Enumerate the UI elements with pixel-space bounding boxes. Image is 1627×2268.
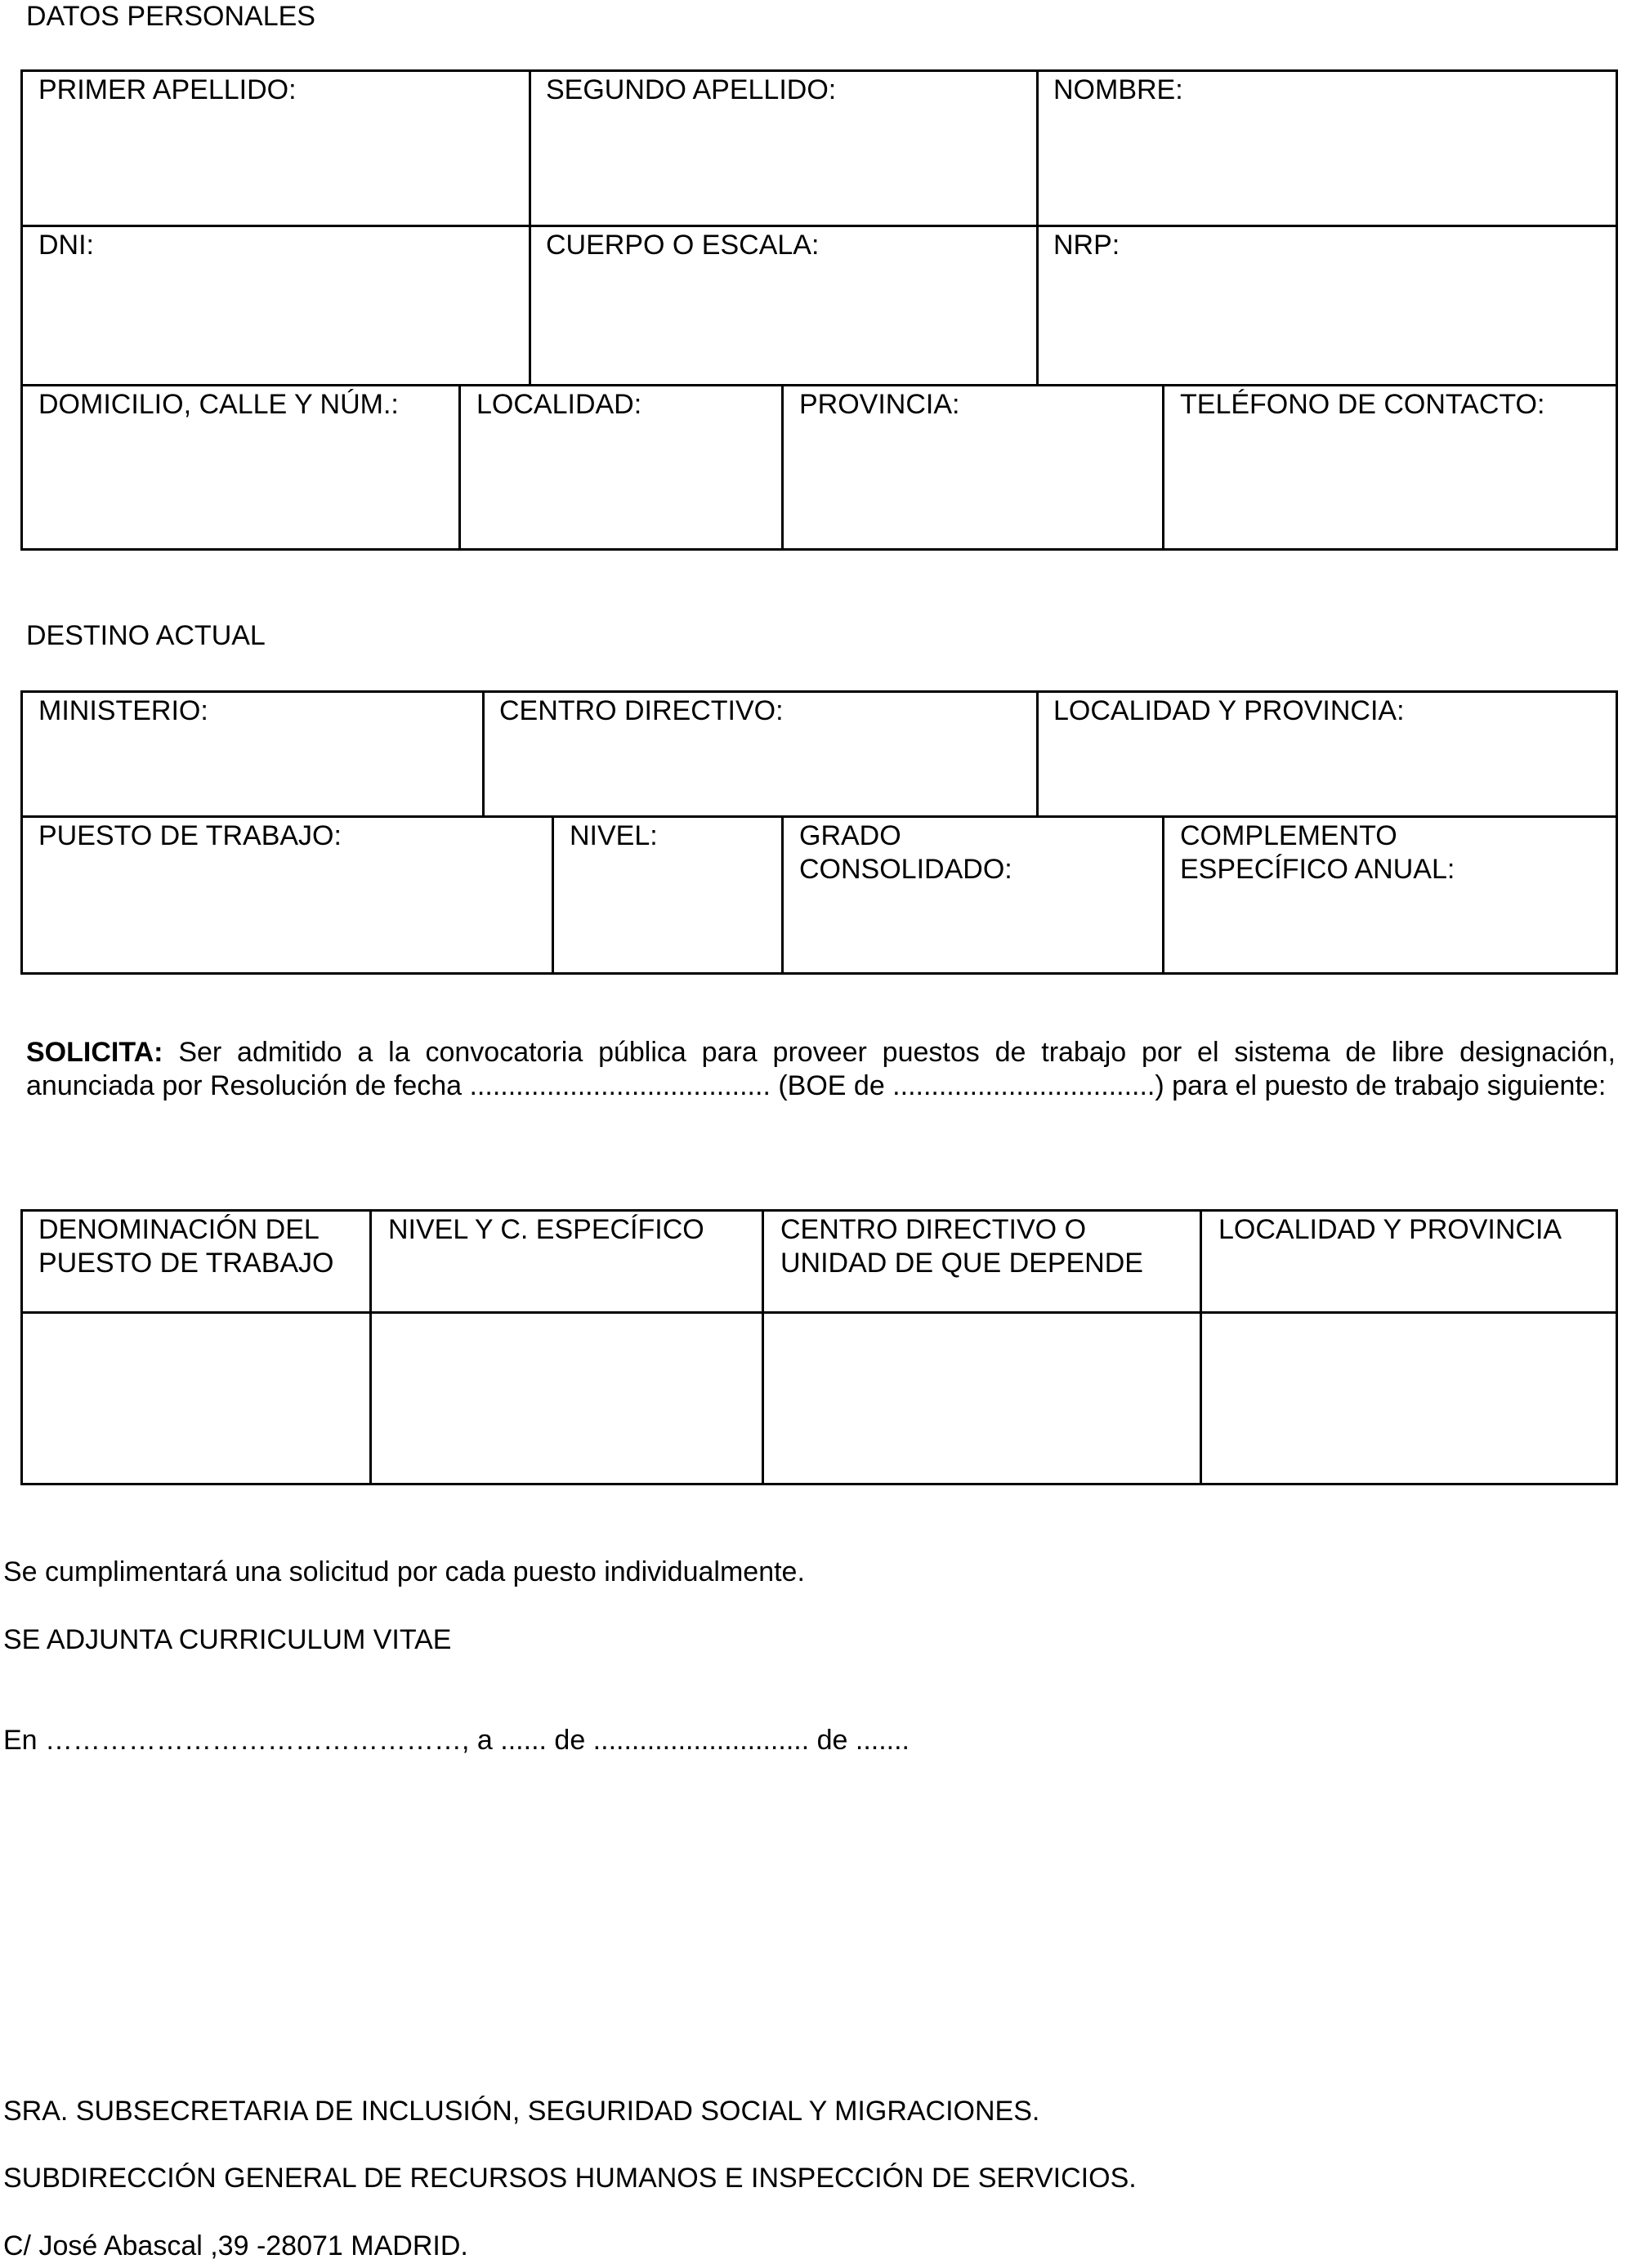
provincia-field[interactable]: PROVINCIA: (799, 389, 960, 420)
col-denominacion-line2: PUESTO DE TRABAJO (38, 1248, 334, 1279)
destino-actual-heading: DESTINO ACTUAL (26, 620, 266, 651)
solicita-paragraph (26, 1036, 1616, 1103)
column-divider (1036, 69, 1039, 386)
column-divider (458, 384, 461, 551)
column-divider (781, 815, 784, 975)
row-divider (20, 225, 1618, 227)
nombre-field[interactable]: NOMBRE: (1053, 74, 1183, 105)
denominacion-input-cell[interactable] (23, 1314, 369, 1483)
col-localidad-provincia: LOCALIDAD Y PROVINCIA (1218, 1214, 1562, 1245)
datos-personales-table (20, 69, 1618, 551)
puesto-trabajo-field[interactable]: PUESTO DE TRABAJO: (38, 820, 342, 851)
note-text: Se cumplimentará una solicitud por cada puesto individualmente. (3, 1556, 805, 1587)
destinatario-address: C/ José Abascal ,39 -28071 MADRID. (3, 2230, 468, 2261)
complemento-label-line2[interactable]: ESPECÍFICO ANUAL: (1180, 854, 1455, 885)
nivel-especifico-input-cell[interactable] (372, 1314, 762, 1483)
column-divider (552, 815, 554, 975)
domicilio-field[interactable]: DOMICILIO, CALLE Y NÚM.: (38, 389, 399, 420)
primer-apellido-field[interactable]: PRIMER APELLIDO: (38, 74, 297, 105)
col-centro-directivo-line1: CENTRO DIRECTIVO O (780, 1214, 1087, 1245)
col-centro-directivo-line2: UNIDAD DE QUE DEPENDE (780, 1248, 1143, 1279)
grado-label-line2[interactable]: CONSOLIDADO: (799, 854, 1012, 885)
solicita-text: Ser admitido a la convocatoria pública para proveer puestos de trabajo por el sistema de libre designación, anunciada por Resolución de fecha ....................................... (BOE de ..................................) para el puesto de trabajo siguiente: (26, 1037, 1616, 1101)
nrp-field[interactable]: NRP: (1053, 230, 1120, 261)
centro-directivo-input-cell[interactable] (764, 1314, 1200, 1483)
col-nivel-especifico: NIVEL Y C. ESPECÍFICO (388, 1214, 704, 1245)
localidad-field[interactable]: LOCALIDAD: (476, 389, 642, 420)
nivel-field[interactable]: NIVEL: (570, 820, 658, 851)
row-divider (20, 815, 1618, 818)
column-divider (1162, 384, 1164, 551)
destinatario-line1: SRA. SUBSECRETARIA DE INCLUSIÓN, SEGURIDAD SOCIAL Y MIGRACIONES. (3, 2096, 1040, 2127)
destinatario-line2: SUBDIRECCIÓN GENERAL DE RECURSOS HUMANOS E INSPECCIÓN DE SERVICIOS. (3, 2163, 1137, 2194)
column-divider (1162, 815, 1164, 975)
datos-personales-heading: DATOS PERSONALES (26, 1, 315, 32)
column-divider (482, 690, 485, 818)
fecha-lugar-line[interactable]: En ………………………………………, a ...... de ............................ de ....... (3, 1725, 910, 1756)
localidad-provincia-field[interactable]: LOCALIDAD Y PROVINCIA: (1053, 695, 1405, 726)
row-divider (20, 384, 1618, 386)
ministerio-field[interactable]: MINISTERIO: (38, 695, 208, 726)
col-denominacion-line1: DENOMINACIÓN DEL (38, 1214, 320, 1245)
complemento-label-line1: COMPLEMENTO (1180, 820, 1397, 851)
cuerpo-escala-field[interactable]: CUERPO O ESCALA: (546, 230, 820, 261)
solicita-label: SOLICITA: (26, 1037, 163, 1068)
grado-label-line1: GRADO (799, 820, 901, 851)
segundo-apellido-field[interactable]: SEGUNDO APELLIDO: (546, 74, 837, 105)
localidad-provincia-input-cell[interactable] (1202, 1314, 1616, 1483)
column-divider (1036, 690, 1039, 818)
column-divider (781, 384, 784, 551)
curriculum-text: SE ADJUNTA CURRICULUM VITAE (3, 1624, 452, 1655)
column-divider (529, 69, 531, 386)
dni-field[interactable]: DNI: (38, 230, 94, 261)
telefono-field[interactable]: TELÉFONO DE CONTACTO: (1180, 389, 1545, 420)
centro-directivo-field[interactable]: CENTRO DIRECTIVO: (499, 695, 784, 726)
